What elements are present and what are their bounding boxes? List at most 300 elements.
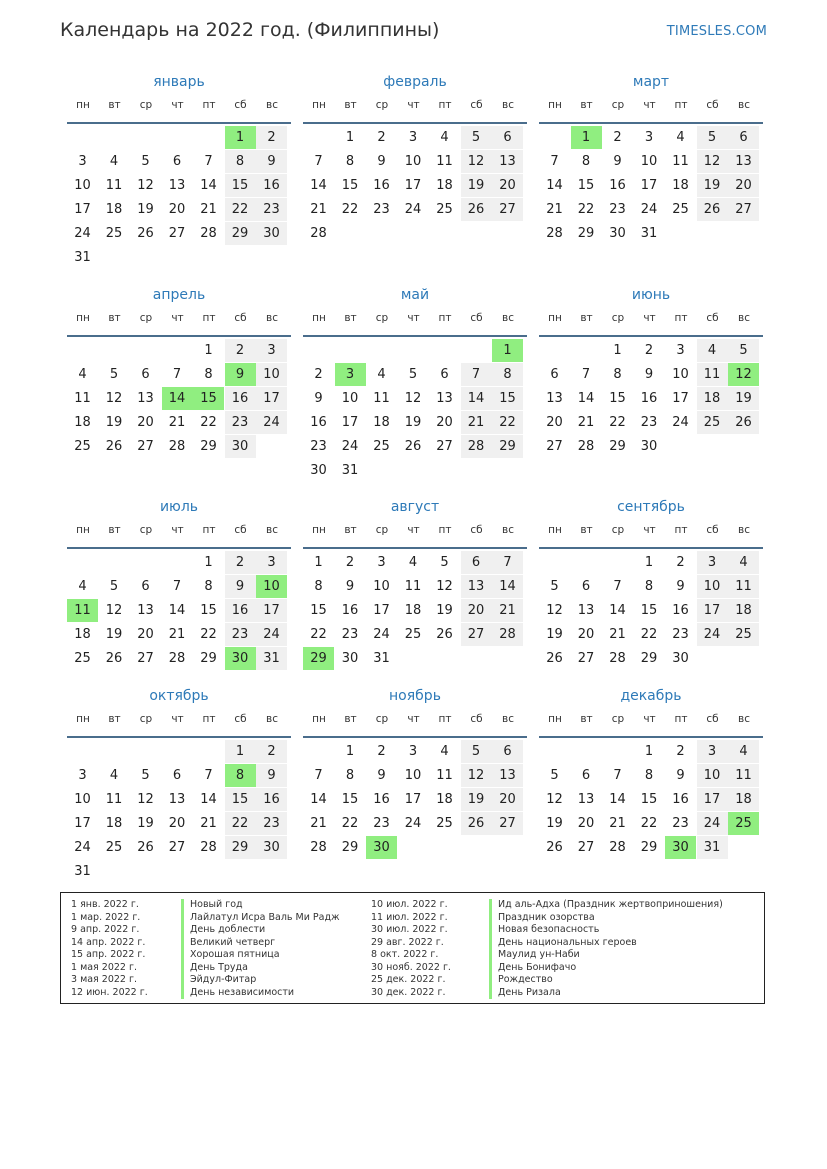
- page-title: Календарь на 2022 год. (Филиппины): [60, 19, 440, 41]
- month-name: июнь: [631, 287, 671, 303]
- day-cell: 20: [546, 415, 563, 430]
- day-cell: 4: [728, 740, 759, 763]
- holiday-day-cell: 14: [162, 387, 193, 410]
- day-cell: 6: [492, 740, 523, 763]
- day-cell: 18: [105, 816, 123, 831]
- day-cell: 4: [440, 130, 449, 145]
- day-cell: 7: [461, 363, 492, 386]
- day-cell: 5: [550, 768, 559, 783]
- holiday-date: 30 нояб. 2022 г.: [371, 961, 451, 973]
- weekday-header: [539, 710, 763, 738]
- day-cell: 16: [225, 387, 256, 410]
- day-cell: 21: [609, 816, 626, 831]
- day-cell: 4: [408, 555, 418, 570]
- day-cell: 15: [341, 178, 359, 193]
- day-cell: 23: [310, 439, 327, 454]
- day-cell: 10: [74, 792, 91, 807]
- holiday-name: Великий четверг: [181, 937, 340, 950]
- day-cell: 3: [78, 154, 87, 169]
- day-grid: [539, 339, 763, 483]
- holiday-name: Новая безопасность: [489, 924, 723, 937]
- weekday-label: пн: [76, 524, 90, 536]
- day-cell: 15: [640, 603, 658, 618]
- weekday-label: ср: [375, 99, 389, 111]
- day-cell: 18: [697, 387, 728, 410]
- day-cell: 6: [440, 367, 449, 382]
- day-cell: 5: [141, 154, 150, 169]
- day-cell: 12: [436, 579, 453, 594]
- day-cell: 18: [728, 788, 759, 811]
- day-cell: 27: [436, 439, 453, 454]
- day-cell: 6: [550, 367, 559, 382]
- day-cell: 18: [105, 202, 123, 217]
- day-cell: 19: [137, 202, 154, 217]
- day-cell: 6: [581, 768, 591, 783]
- day-cell: 8: [204, 367, 213, 382]
- month-name: июль: [159, 499, 199, 515]
- day-cell: 17: [404, 792, 422, 807]
- day-cell: 9: [225, 575, 256, 598]
- day-cell: 27: [577, 651, 595, 666]
- weekday-label: вс: [738, 99, 750, 111]
- holiday-day-cell: 10: [256, 575, 287, 598]
- day-cell: 16: [672, 792, 689, 807]
- day-cell: 26: [137, 840, 154, 855]
- day-cell: 14: [546, 178, 563, 193]
- weekday-label: пн: [76, 312, 90, 324]
- day-cell: 6: [141, 367, 150, 382]
- weekday-label: чт: [643, 99, 656, 111]
- day-cell: 27: [461, 623, 492, 646]
- weekday-header: [303, 710, 527, 738]
- weekday-label: пт: [674, 713, 688, 725]
- weekday-label: сб: [234, 99, 247, 111]
- holiday-day-cell: 1: [571, 126, 602, 149]
- day-cell: 29: [225, 836, 256, 859]
- weekday-label: вс: [502, 524, 514, 536]
- day-cell: 13: [546, 391, 563, 406]
- weekday-label: пт: [674, 99, 688, 111]
- day-cell: 13: [137, 391, 154, 406]
- day-cell: 12: [404, 391, 422, 406]
- weekday-label: пн: [76, 713, 90, 725]
- day-cell: 27: [168, 226, 186, 241]
- weekday-header: [303, 96, 527, 124]
- weekday-label: ср: [375, 312, 389, 324]
- day-cell: 14: [310, 178, 327, 193]
- day-cell: 21: [492, 599, 523, 622]
- day-cell: 10: [697, 575, 728, 598]
- weekday-label: пн: [312, 524, 326, 536]
- holiday-date: 29 авг. 2022 г.: [371, 936, 444, 948]
- weekday-label: пн: [312, 99, 326, 111]
- day-cell: 11: [728, 575, 759, 598]
- holiday-date: 10 июл. 2022 г.: [371, 899, 448, 910]
- weekday-label: вт: [580, 312, 593, 324]
- day-cell: 8: [581, 154, 591, 169]
- weekday-label: вс: [266, 524, 278, 536]
- day-cell: 10: [74, 178, 91, 193]
- day-cell: 30: [640, 439, 658, 454]
- holiday-date: 1 мая 2022 г.: [71, 961, 137, 973]
- day-cell: 3: [377, 555, 386, 570]
- day-cell: 23: [672, 816, 689, 831]
- day-cell: 31: [341, 463, 359, 478]
- holiday-name: Рождество: [489, 974, 723, 987]
- weekday-label: ср: [139, 99, 153, 111]
- day-cell: 13: [137, 603, 154, 618]
- day-cell: 11: [672, 154, 689, 169]
- day-cell: 17: [256, 599, 287, 622]
- day-cell: 28: [200, 840, 217, 855]
- weekday-label: пн: [548, 524, 562, 536]
- day-cell: 1: [225, 740, 256, 763]
- day-cell: 28: [200, 226, 217, 241]
- day-cell: 18: [74, 415, 91, 430]
- month-block: [303, 285, 527, 483]
- month-name: январь: [153, 74, 205, 90]
- month-name: май: [400, 287, 430, 303]
- day-cell: 17: [341, 415, 359, 430]
- day-cell: 6: [728, 126, 759, 149]
- day-cell: 23: [640, 415, 658, 430]
- day-cell: 23: [341, 627, 359, 642]
- holiday-name: Лайлатул Исра Валь Ми Радж: [181, 912, 340, 925]
- day-cell: 15: [310, 603, 327, 618]
- day-cell: 5: [461, 740, 492, 763]
- day-cell: 29: [577, 226, 595, 241]
- weekday-header: [67, 521, 291, 549]
- day-cell: 30: [256, 222, 287, 245]
- day-cell: 6: [172, 768, 182, 783]
- day-cell: 8: [314, 579, 323, 594]
- weekday-label: вт: [108, 312, 121, 324]
- day-cell: 19: [697, 174, 728, 197]
- weekday-label: вт: [108, 99, 121, 111]
- day-cell: 19: [728, 387, 759, 410]
- holiday-day-cell: 30: [225, 647, 256, 670]
- day-cell: 24: [341, 439, 359, 454]
- day-cell: 19: [404, 415, 422, 430]
- day-cell: 21: [609, 627, 626, 642]
- day-cell: 14: [492, 575, 523, 598]
- day-cell: 9: [676, 768, 685, 783]
- day-cell: 20: [492, 788, 523, 811]
- day-cell: 31: [256, 647, 287, 670]
- holiday-day-cell: 30: [366, 836, 397, 859]
- month-block: [67, 686, 291, 884]
- day-cell: 30: [341, 651, 359, 666]
- weekday-label: пт: [438, 524, 452, 536]
- day-cell: 17: [697, 599, 728, 622]
- day-cell: 26: [697, 198, 728, 221]
- holiday-day-cell: 8: [225, 764, 256, 787]
- day-cell: 16: [373, 792, 390, 807]
- day-cell: 27: [137, 439, 154, 454]
- day-grid: [67, 551, 291, 695]
- day-cell: 18: [373, 415, 390, 430]
- weekday-label: пн: [312, 312, 326, 324]
- day-cell: 2: [676, 555, 685, 570]
- day-cell: 5: [141, 768, 150, 783]
- weekday-label: вт: [580, 524, 593, 536]
- day-cell: 28: [492, 623, 523, 646]
- holiday-name: Ид аль-Адха (Праздник жертвоприношения): [489, 899, 723, 912]
- day-cell: 2: [676, 744, 685, 759]
- month-block: [539, 72, 763, 270]
- day-cell: 31: [74, 864, 91, 879]
- month-block: [303, 72, 527, 270]
- weekday-label: сб: [706, 524, 719, 536]
- day-cell: 26: [105, 439, 123, 454]
- weekday-label: сб: [234, 524, 247, 536]
- holidays-legend: [60, 892, 765, 1004]
- month-block: [303, 686, 527, 884]
- day-cell: 17: [74, 816, 91, 831]
- day-cell: 11: [105, 792, 123, 807]
- holiday-day-cell: 9: [225, 363, 256, 386]
- day-cell: 30: [256, 836, 287, 859]
- day-cell: 27: [577, 840, 595, 855]
- weekday-label: ср: [139, 524, 153, 536]
- weekday-label: ср: [375, 713, 389, 725]
- day-cell: 14: [577, 391, 595, 406]
- month-block: [539, 285, 763, 483]
- day-grid: [539, 740, 763, 884]
- day-cell: 2: [225, 339, 256, 362]
- day-cell: 21: [168, 627, 186, 642]
- day-cell: 29: [200, 439, 217, 454]
- weekday-label: сб: [234, 312, 247, 324]
- weekday-label: чт: [171, 99, 184, 111]
- day-cell: 21: [200, 816, 217, 831]
- holiday-date: 30 дек. 2022 г.: [371, 986, 446, 998]
- day-cell: 11: [105, 178, 123, 193]
- day-cell: 23: [373, 202, 390, 217]
- day-cell: 24: [373, 627, 390, 642]
- weekday-label: вс: [738, 713, 750, 725]
- day-cell: 21: [168, 415, 186, 430]
- weekday-header: [539, 521, 763, 549]
- day-cell: 21: [310, 816, 327, 831]
- day-cell: 1: [345, 130, 355, 145]
- weekday-label: чт: [407, 99, 420, 111]
- weekday-label: пт: [674, 524, 688, 536]
- day-cell: 23: [256, 198, 287, 221]
- day-cell: 7: [172, 367, 182, 382]
- day-cell: 26: [461, 812, 492, 835]
- day-cell: 22: [341, 816, 359, 831]
- holiday-day-cell: 15: [193, 387, 224, 410]
- day-cell: 26: [436, 627, 453, 642]
- day-cell: 26: [461, 198, 492, 221]
- day-cell: 20: [137, 415, 154, 430]
- day-cell: 7: [204, 154, 213, 169]
- day-cell: 23: [672, 627, 689, 642]
- site-logo[interactable]: TIMESLES.COM: [666, 24, 767, 39]
- day-cell: 24: [697, 812, 728, 835]
- weekday-label: ср: [611, 312, 625, 324]
- weekday-label: пт: [438, 713, 452, 725]
- weekday-label: сб: [706, 99, 719, 111]
- day-cell: 9: [377, 768, 386, 783]
- weekday-label: ср: [375, 524, 389, 536]
- day-cell: 2: [613, 130, 622, 145]
- day-cell: 20: [492, 174, 523, 197]
- weekday-label: вс: [738, 312, 750, 324]
- month-name: сентябрь: [617, 499, 685, 515]
- day-cell: 16: [672, 603, 689, 618]
- day-cell: 1: [204, 555, 213, 570]
- day-cell: 24: [404, 816, 422, 831]
- holiday-dates-column-1: [71, 899, 148, 999]
- day-cell: 30: [672, 651, 689, 666]
- day-cell: 23: [609, 202, 626, 217]
- day-cell: 6: [141, 579, 150, 594]
- holiday-name: Праздник озорства: [489, 912, 723, 925]
- day-cell: 11: [436, 768, 453, 783]
- day-cell: 10: [256, 363, 287, 386]
- holiday-date: 14 апр. 2022 г.: [71, 936, 146, 948]
- weekday-header: [67, 96, 291, 124]
- month-name: октябрь: [149, 688, 209, 704]
- day-cell: 18: [436, 178, 453, 193]
- month-name: март: [632, 74, 670, 90]
- day-cell: 5: [697, 126, 728, 149]
- day-cell: 19: [461, 174, 492, 197]
- day-cell: 4: [78, 579, 87, 594]
- day-cell: 14: [609, 603, 626, 618]
- day-cell: 1: [314, 555, 323, 570]
- holiday-names-column-1: [181, 899, 340, 999]
- day-cell: 20: [728, 174, 759, 197]
- day-cell: 21: [310, 202, 327, 217]
- day-cell: 17: [697, 788, 728, 811]
- day-cell: 18: [672, 178, 689, 193]
- day-cell: 22: [200, 627, 217, 642]
- day-cell: 12: [546, 792, 563, 807]
- day-cell: 10: [404, 768, 422, 783]
- weekday-label: пт: [202, 713, 216, 725]
- day-cell: 2: [377, 744, 386, 759]
- day-cell: 20: [168, 202, 186, 217]
- holiday-date: 8 окт. 2022 г.: [371, 949, 439, 960]
- day-cell: 24: [672, 415, 689, 430]
- day-cell: 3: [697, 551, 728, 574]
- day-cell: 3: [256, 551, 287, 574]
- day-cell: 8: [204, 579, 213, 594]
- day-cell: 27: [168, 840, 186, 855]
- holiday-day-cell: 29: [303, 647, 334, 670]
- day-cell: 14: [310, 792, 327, 807]
- day-cell: 22: [609, 415, 626, 430]
- holiday-name: День национальных героев: [489, 937, 723, 950]
- weekday-label: пт: [438, 312, 452, 324]
- weekday-header: [67, 309, 291, 337]
- month-name: август: [390, 499, 440, 515]
- day-cell: 30: [609, 226, 626, 241]
- day-cell: 7: [204, 768, 213, 783]
- day-cell: 22: [225, 198, 256, 221]
- day-cell: 6: [492, 126, 523, 149]
- day-cell: 25: [105, 840, 123, 855]
- weekday-header: [539, 96, 763, 124]
- month-block: [67, 72, 291, 270]
- weekday-label: вс: [266, 99, 278, 111]
- month-block: [67, 497, 291, 695]
- day-cell: 11: [74, 391, 91, 406]
- day-grid: [303, 126, 527, 270]
- day-cell: 26: [546, 840, 563, 855]
- day-cell: 9: [676, 579, 685, 594]
- day-cell: 16: [256, 788, 287, 811]
- month-name: апрель: [152, 287, 206, 303]
- day-cell: 26: [404, 439, 422, 454]
- day-cell: 1: [345, 744, 355, 759]
- day-cell: 24: [640, 202, 658, 217]
- day-cell: 7: [492, 551, 523, 574]
- weekday-label: пн: [548, 713, 562, 725]
- holiday-date: 11 июл. 2022 г.: [371, 911, 448, 923]
- day-grid: [303, 339, 527, 483]
- month-name: декабрь: [620, 688, 682, 704]
- day-cell: 9: [613, 154, 622, 169]
- day-cell: 7: [581, 367, 591, 382]
- holiday-date: 9 апр. 2022 г.: [71, 924, 140, 935]
- day-cell: 29: [609, 439, 626, 454]
- day-cell: 7: [172, 579, 182, 594]
- weekday-label: вс: [266, 312, 278, 324]
- holiday-name: Новый год: [181, 899, 340, 912]
- day-cell: 11: [436, 154, 453, 169]
- holiday-day-cell: 1: [492, 339, 523, 362]
- weekday-label: пт: [674, 312, 688, 324]
- day-cell: 20: [461, 599, 492, 622]
- holiday-name: День Бонифачо: [489, 962, 723, 975]
- holiday-date: 15 апр. 2022 г.: [71, 949, 146, 960]
- day-cell: 13: [492, 150, 523, 173]
- day-cell: 21: [461, 411, 492, 434]
- day-cell: 17: [256, 387, 287, 410]
- day-cell: 22: [341, 202, 359, 217]
- day-cell: 19: [461, 788, 492, 811]
- day-cell: 31: [373, 651, 390, 666]
- day-cell: 8: [644, 768, 654, 783]
- holiday-name: День доблести: [181, 924, 340, 937]
- weekday-label: сб: [234, 713, 247, 725]
- weekday-label: чт: [643, 524, 656, 536]
- day-cell: 7: [314, 768, 323, 783]
- holiday-date: 1 мар. 2022 г.: [71, 911, 141, 923]
- day-cell: 28: [609, 840, 626, 855]
- day-cell: 29: [492, 435, 523, 458]
- day-cell: 17: [672, 391, 689, 406]
- holiday-day-cell: 30: [665, 836, 696, 859]
- weekday-label: сб: [706, 713, 719, 725]
- day-cell: 17: [373, 603, 390, 618]
- holiday-name: День Труда: [181, 962, 340, 975]
- weekday-label: вс: [502, 312, 514, 324]
- weekday-label: чт: [407, 713, 420, 725]
- day-cell: 12: [137, 178, 154, 193]
- weekday-label: вс: [502, 99, 514, 111]
- day-cell: 3: [78, 768, 87, 783]
- day-cell: 16: [341, 603, 359, 618]
- day-cell: 28: [168, 439, 186, 454]
- day-cell: 28: [609, 651, 626, 666]
- holiday-name: Эйдул-Фитар: [181, 974, 340, 987]
- day-cell: 20: [168, 816, 186, 831]
